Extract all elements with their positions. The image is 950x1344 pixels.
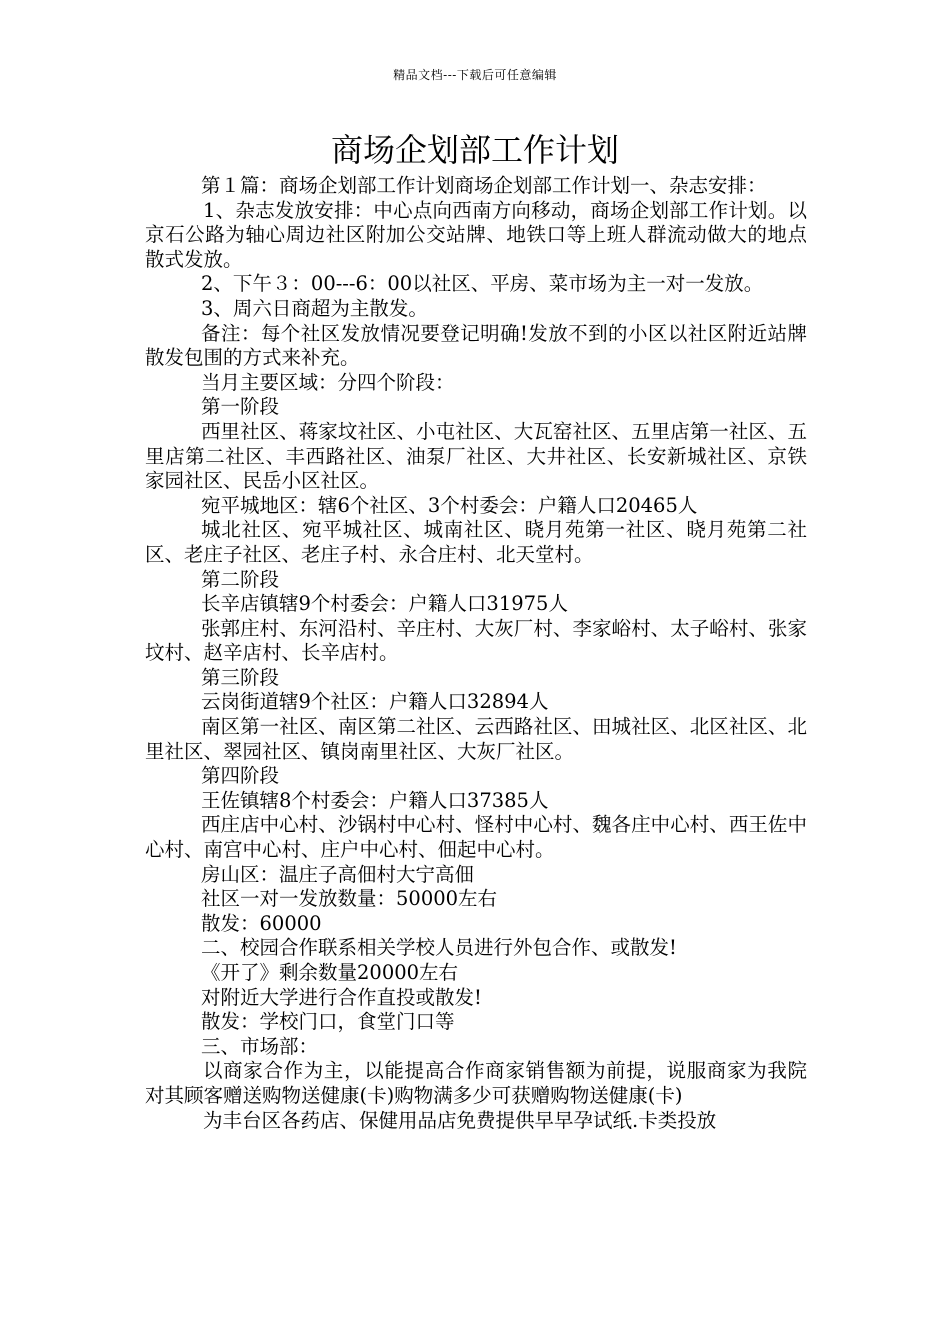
paragraph: 房山区：温庄子高佃村大宁高佃 xyxy=(201,862,475,886)
paragraph: 第１篇：商场企划部工作计划商场企划部工作计划一、杂志安排： xyxy=(201,174,767,197)
paragraph: 西庄店中心村、沙锅村中心村、怪村中心村、魏各庄中心村、西王佐中心村、南宫中心村、庄户中心村、佃起中心村。 xyxy=(145,813,807,862)
paragraph: 为丰台区各药店、保健用品店免费提供早早孕试纸.卡类投放 xyxy=(203,1108,717,1132)
paragraph: 南区第一社区、南区第二社区、云西路社区、田城社区、北区社区、北里社区、翠园社区、镇岗南里社区、大灰厂社区。 xyxy=(145,715,807,763)
paragraph: 二、校园合作联系相关学校人员进行外包合作、或散发! xyxy=(201,936,677,960)
paragraph: 西里社区、蒋家坟社区、小屯社区、大瓦窑社区、五里店第一社区、五里店第二社区、丰西路社区、油泵厂社区、大井社区、长安新城社区、京铁家园社区、民岳小区社区。 xyxy=(145,419,807,493)
paragraph: 宛平城地区：辖6个社区、3个村委会：户籍人口20465人 xyxy=(201,493,698,517)
section-heading: 第四阶段 xyxy=(201,764,280,788)
paragraph: 社区一对一发放数量：50000左右 xyxy=(201,887,498,911)
paragraph: 王佐镇辖8个村委会：户籍人口37385人 xyxy=(201,788,549,812)
paragraph: 备注：每个社区发放情况要登记明确!发放不到的小区以社区附近站牌散发包围的方式来补充。 xyxy=(145,321,807,370)
document-title: 商场企划部工作计划 xyxy=(330,131,619,169)
paragraph: 张郭庄村、东河沿村、辛庄村、大灰厂村、李家峪村、太子峪村、张家坟村、赵辛店村、长辛店村。 xyxy=(145,616,807,665)
section-heading: 第二阶段 xyxy=(201,567,280,591)
paragraph: 散发：学校门口，食堂门口等 xyxy=(201,1010,455,1034)
section-heading: 第一阶段 xyxy=(201,395,280,419)
paragraph: 对附近大学进行合作直投或散发! xyxy=(201,985,482,1009)
paragraph: 3、周六日商超为主散发。 xyxy=(201,296,428,320)
document-body xyxy=(145,174,807,1133)
paragraph: 三、市场部： xyxy=(201,1034,319,1058)
paragraph: 1、杂志发放安排：中心点向西南方向移动，商场企划部工作计划。以京石公路为轴心周边社区附加公交站牌、地铁口等上班人群流动做大的地点散式发放。 xyxy=(145,198,807,271)
paragraph: 以商家合作为主，以能提高合作商家销售额为前提，说服商家为我院对其顾客赠送购物送健康(卡)购物满多少可获赠购物送健康(卡) xyxy=(145,1059,807,1107)
paragraph: 云岗街道辖9个社区：户籍人口32894人 xyxy=(201,690,549,714)
section-heading: 第三阶段 xyxy=(201,665,280,689)
paragraph: 城北社区、宛平城社区、城南社区、晓月苑第一社区、晓月苑第二社区、老庄子社区、老庄子村、永合庄村、北天堂村。 xyxy=(145,518,807,566)
paragraph: 长辛店镇辖9个村委会：户籍人口31975人 xyxy=(201,592,568,616)
paragraph: 当月主要区域：分四个阶段： xyxy=(201,370,455,394)
header-note: 精品文档---下载后可任意编辑 xyxy=(393,68,557,82)
paragraph: 《开了》剩余数量20000左右 xyxy=(201,961,459,984)
paragraph: 散发：60000 xyxy=(201,911,322,935)
paragraph: 2、下午３：00---6：00以社区、平房、菜市场为主一对一发放。 xyxy=(201,272,764,296)
